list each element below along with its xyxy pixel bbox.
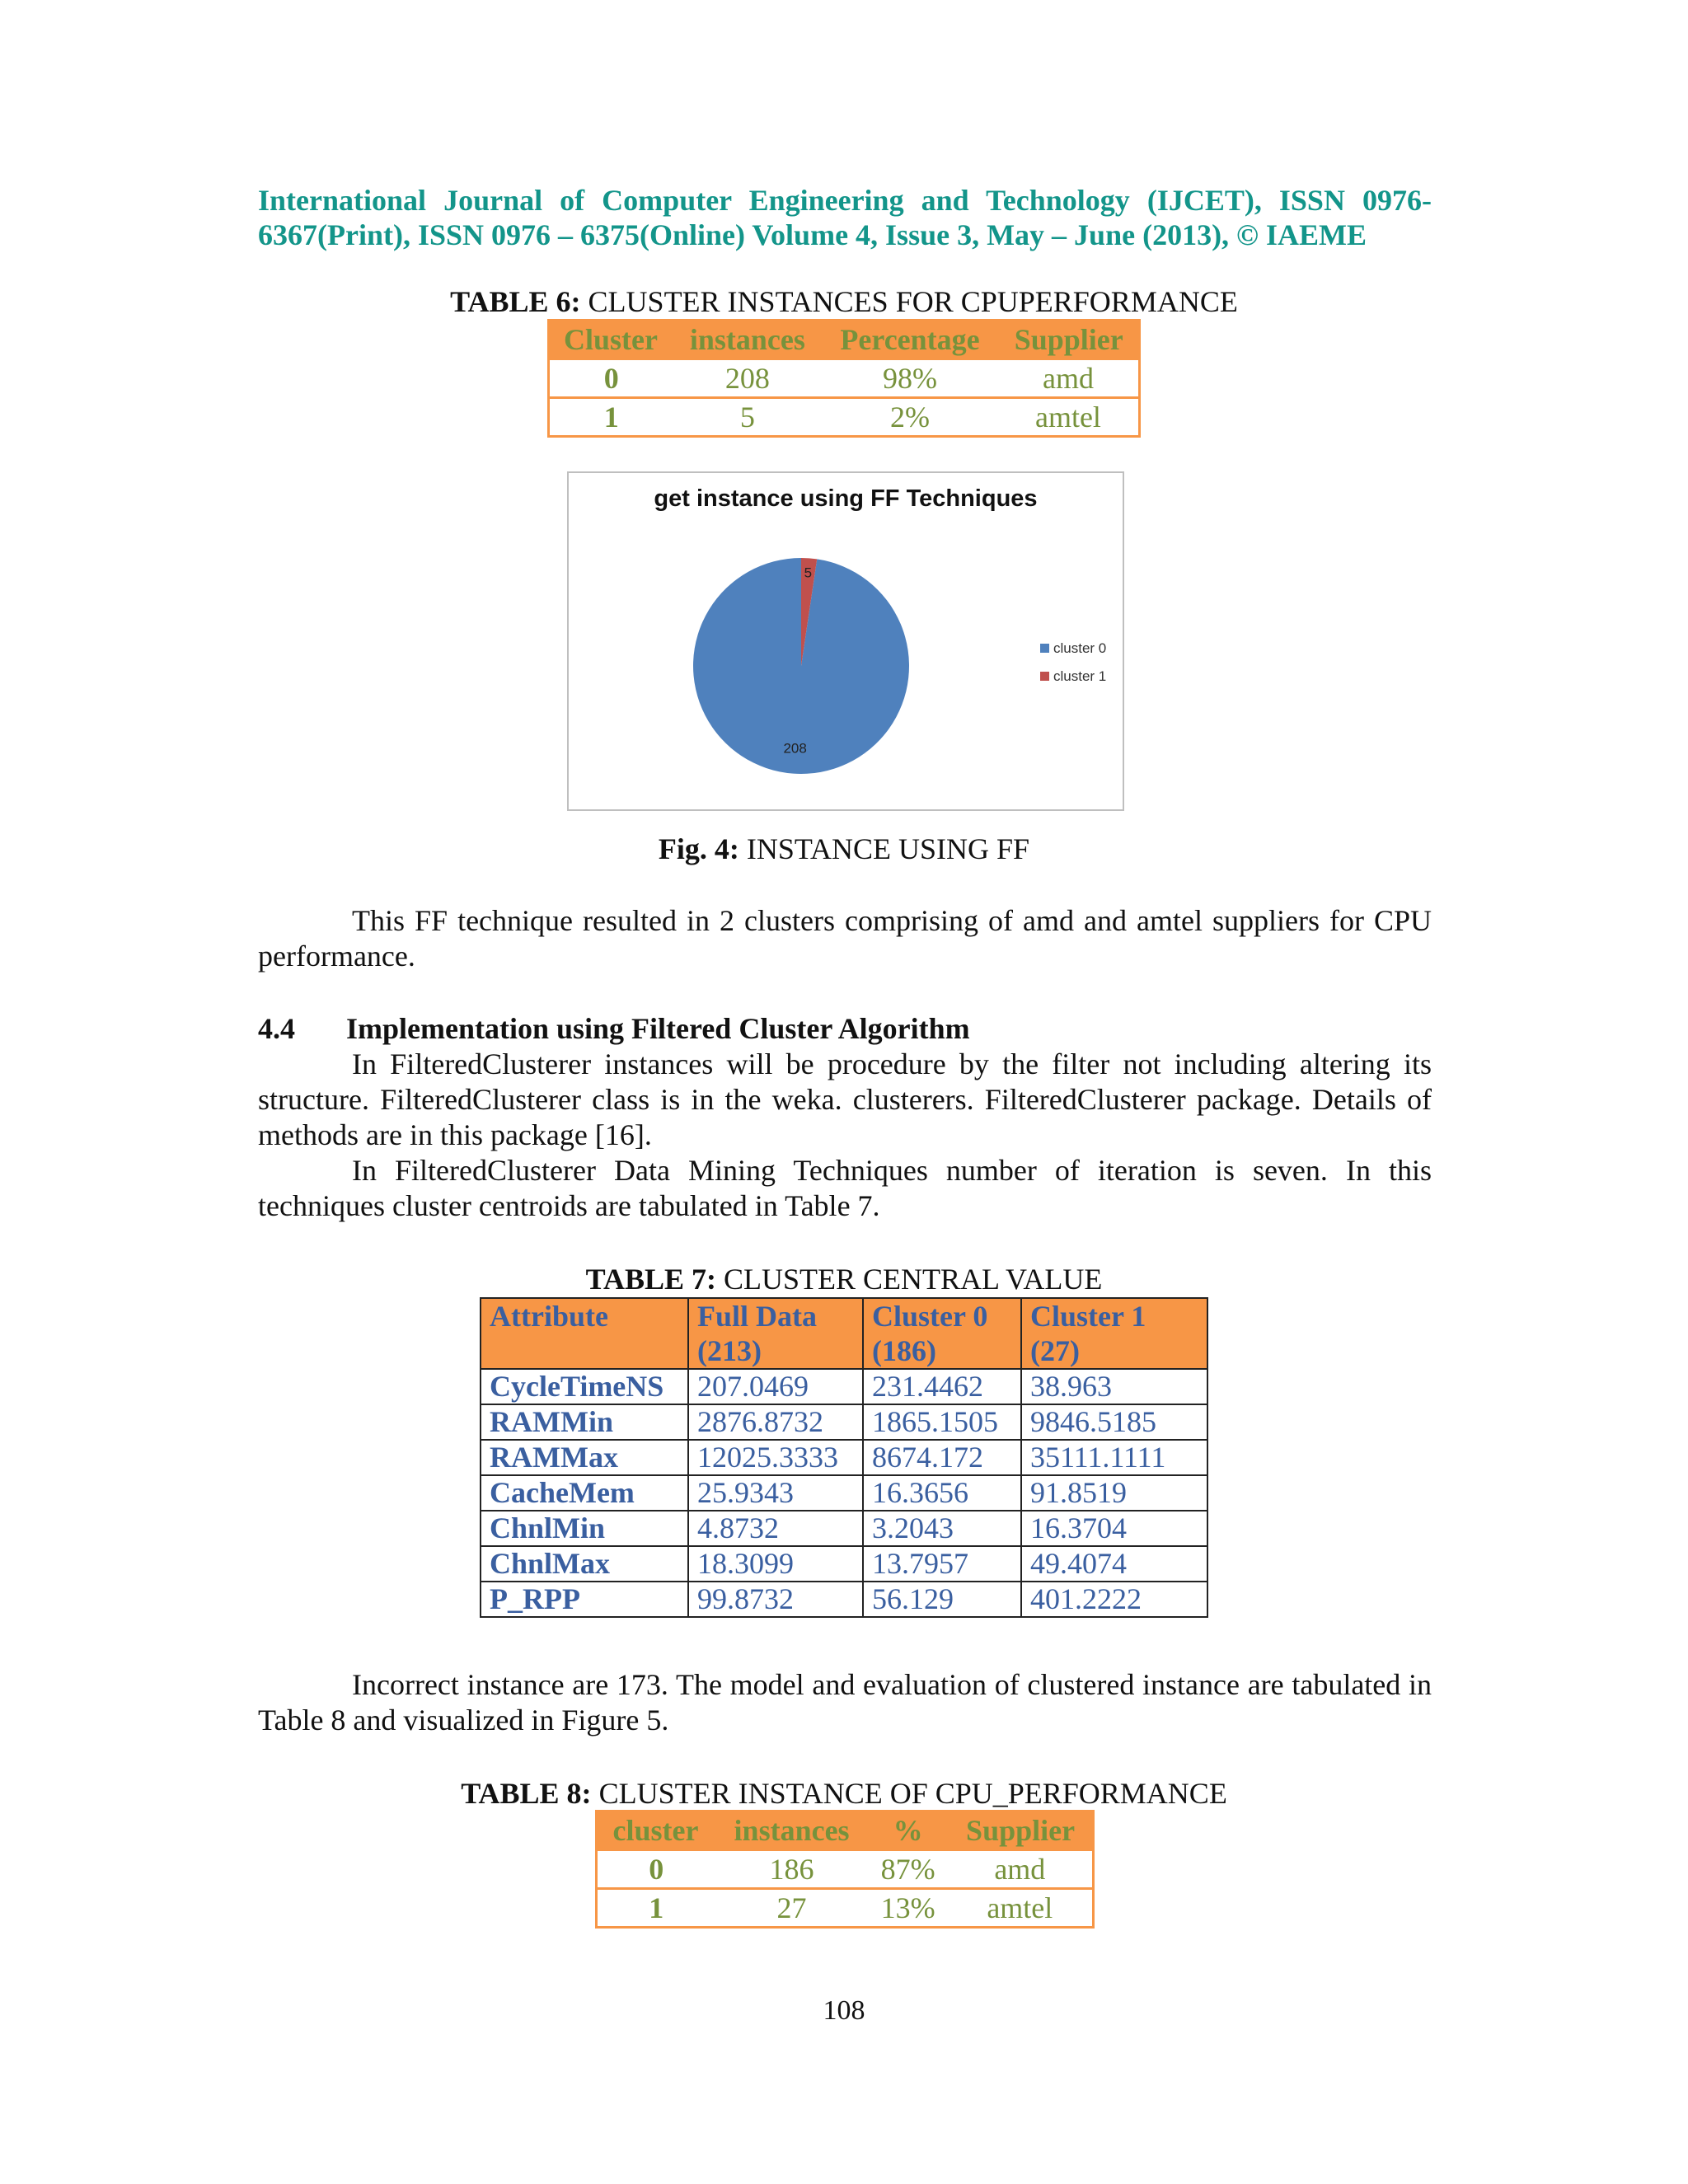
table-cell: 35111.1111: [1021, 1440, 1207, 1475]
table6: [547, 319, 1141, 438]
table6-header: Supplier: [998, 321, 1140, 359]
table-row: [481, 1475, 1207, 1511]
legend-swatch: [1040, 644, 1049, 653]
chart-title: get instance using FF Techniques: [654, 485, 1038, 512]
table-cell: 4.8732: [688, 1511, 863, 1546]
table-cell: 98%: [822, 359, 998, 398]
table-cell: 231.4462: [863, 1369, 1021, 1404]
paragraph: This FF technique resulted in 2 clusters comprising of amd and amtel suppliers for CPU performance.: [258, 904, 1432, 972]
pie-data-label: 208: [783, 740, 807, 757]
pie-data-label: 5: [804, 565, 813, 581]
table8-header: instances: [715, 1811, 868, 1850]
table-row: [597, 1850, 1094, 1889]
table-cell: 5: [673, 398, 823, 437]
table6-header: Percentage: [822, 321, 998, 359]
legend-swatch: [1040, 672, 1049, 681]
table6-header-row: [549, 321, 1140, 359]
table6-caption-text: CLUSTER INSTANCES FOR CPUPERFORMANCE: [580, 285, 1238, 318]
table7-header: Full Data (213): [688, 1298, 863, 1369]
fig4-caption-text: INSTANCE USING FF: [738, 832, 1030, 865]
table-cell: 87%: [869, 1850, 948, 1889]
table-cell: 0: [597, 1850, 715, 1889]
table8-header-row: [597, 1811, 1094, 1850]
table-row: [481, 1404, 1207, 1440]
table7-header: Cluster 1 (27): [1021, 1298, 1207, 1369]
table-cell: 56.129: [863, 1582, 1021, 1617]
table-cell: 2%: [822, 398, 998, 437]
table-row: [481, 1582, 1207, 1617]
table-cell: P_RPP: [481, 1582, 688, 1617]
table6-header: instances: [673, 321, 823, 359]
table-row: [549, 398, 1140, 437]
table-cell: amtel: [998, 398, 1140, 437]
legend-label: cluster 1: [1053, 668, 1107, 684]
page-number: 108: [823, 1995, 865, 2026]
fig4-caption-label: Fig. 4:: [658, 832, 739, 865]
table-cell: 18.3099: [688, 1546, 863, 1582]
table-cell: 13.7957: [863, 1546, 1021, 1582]
table8-caption: [0, 1777, 1688, 1810]
table-row: [481, 1511, 1207, 1546]
pie-chart-frame: [567, 471, 1124, 811]
table7: [480, 1297, 1208, 1618]
table-cell: 13%: [869, 1889, 948, 1928]
table7-caption-label: TABLE 7:: [585, 1263, 716, 1296]
table-cell: 12025.3333: [688, 1440, 863, 1475]
table-cell: amd: [948, 1850, 1094, 1889]
table-cell: 38.963: [1021, 1369, 1207, 1404]
table8-caption-text: CLUSTER INSTANCE OF CPU_PERFORMANCE: [591, 1777, 1227, 1810]
table-cell: 3.2043: [863, 1511, 1021, 1546]
table-cell: 401.2222: [1021, 1582, 1207, 1617]
table-cell: 16.3704: [1021, 1511, 1207, 1546]
table-cell: 9846.5185: [1021, 1404, 1207, 1440]
table-cell: 49.4074: [1021, 1546, 1207, 1582]
table7-header: Attribute: [481, 1298, 688, 1369]
table-cell: 27: [715, 1889, 868, 1928]
table-cell: 0: [549, 359, 673, 398]
table-cell: 186: [715, 1850, 868, 1889]
table-row: [481, 1546, 1207, 1582]
table6-caption-label: TABLE 6:: [450, 285, 581, 318]
table8-header: %: [869, 1811, 948, 1850]
table6-header: Cluster: [549, 321, 673, 359]
table-cell: 8674.172: [863, 1440, 1021, 1475]
table-row: [481, 1369, 1207, 1404]
section-number: 4.4: [258, 1012, 295, 1045]
table-cell: CacheMem: [481, 1475, 688, 1511]
section-title: Implementation using Filtered Cluster Algorithm: [346, 1012, 970, 1045]
table-cell: 2876.8732: [688, 1404, 863, 1440]
paragraph: In FilteredClusterer Data Mining Techniques number of iteration is seven. In this techniques cluster centroids are tabulated in Table 7.: [258, 1154, 1432, 1222]
table-cell: amtel: [948, 1889, 1094, 1928]
table-cell: 1865.1505: [863, 1404, 1021, 1440]
table-cell: 16.3656: [863, 1475, 1021, 1511]
table7-caption: [0, 1263, 1688, 1296]
legend-label: cluster 0: [1053, 640, 1107, 656]
table-row: [597, 1889, 1094, 1928]
paragraph: In FilteredClusterer instances will be procedure by the filter not including altering its structure. FilteredClusterer class is in the weka. clusterers. FilteredClusterer package. Details of methods are in this package [16].: [258, 1047, 1432, 1151]
table8-header: cluster: [597, 1811, 715, 1850]
table-cell: 99.8732: [688, 1582, 863, 1617]
table-cell: 207.0469: [688, 1369, 863, 1404]
table-cell: 25.9343: [688, 1475, 863, 1511]
section-heading: [258, 1011, 970, 1047]
pie-chart: [569, 473, 1123, 809]
table7-header-row: [481, 1298, 1207, 1369]
table-cell: amd: [998, 359, 1140, 398]
table6-caption: [0, 285, 1688, 318]
table-cell: 1: [549, 398, 673, 437]
table8-header: Supplier: [948, 1811, 1094, 1850]
fig4-caption: [0, 832, 1688, 865]
table8-caption-label: TABLE 8:: [461, 1777, 592, 1810]
journal-header: International Journal of Computer Engineering and Technology (IJCET), ISSN 0976-6367(Print), ISSN 0976 – 6375(Online) Volume 4, Issue 3, May – June (2013), © IAEME: [258, 184, 1432, 251]
table-cell: ChnlMax: [481, 1546, 688, 1582]
table-cell: 208: [673, 359, 823, 398]
table-cell: RAMMax: [481, 1440, 688, 1475]
table-row: [549, 359, 1140, 398]
paragraph: Incorrect instance are 173. The model and evaluation of clustered instance are tabulated in Table 8 and visualized in Figure 5.: [258, 1668, 1432, 1736]
table-cell: 91.8519: [1021, 1475, 1207, 1511]
table-cell: CycleTimeNS: [481, 1369, 688, 1404]
table-cell: ChnlMin: [481, 1511, 688, 1546]
table-cell: RAMMin: [481, 1404, 688, 1440]
table7-caption-text: CLUSTER CENTRAL VALUE: [716, 1263, 1103, 1296]
table-row: [481, 1440, 1207, 1475]
table7-header: Cluster 0 (186): [863, 1298, 1021, 1369]
table-cell: 1: [597, 1889, 715, 1928]
table8: [595, 1810, 1095, 1929]
